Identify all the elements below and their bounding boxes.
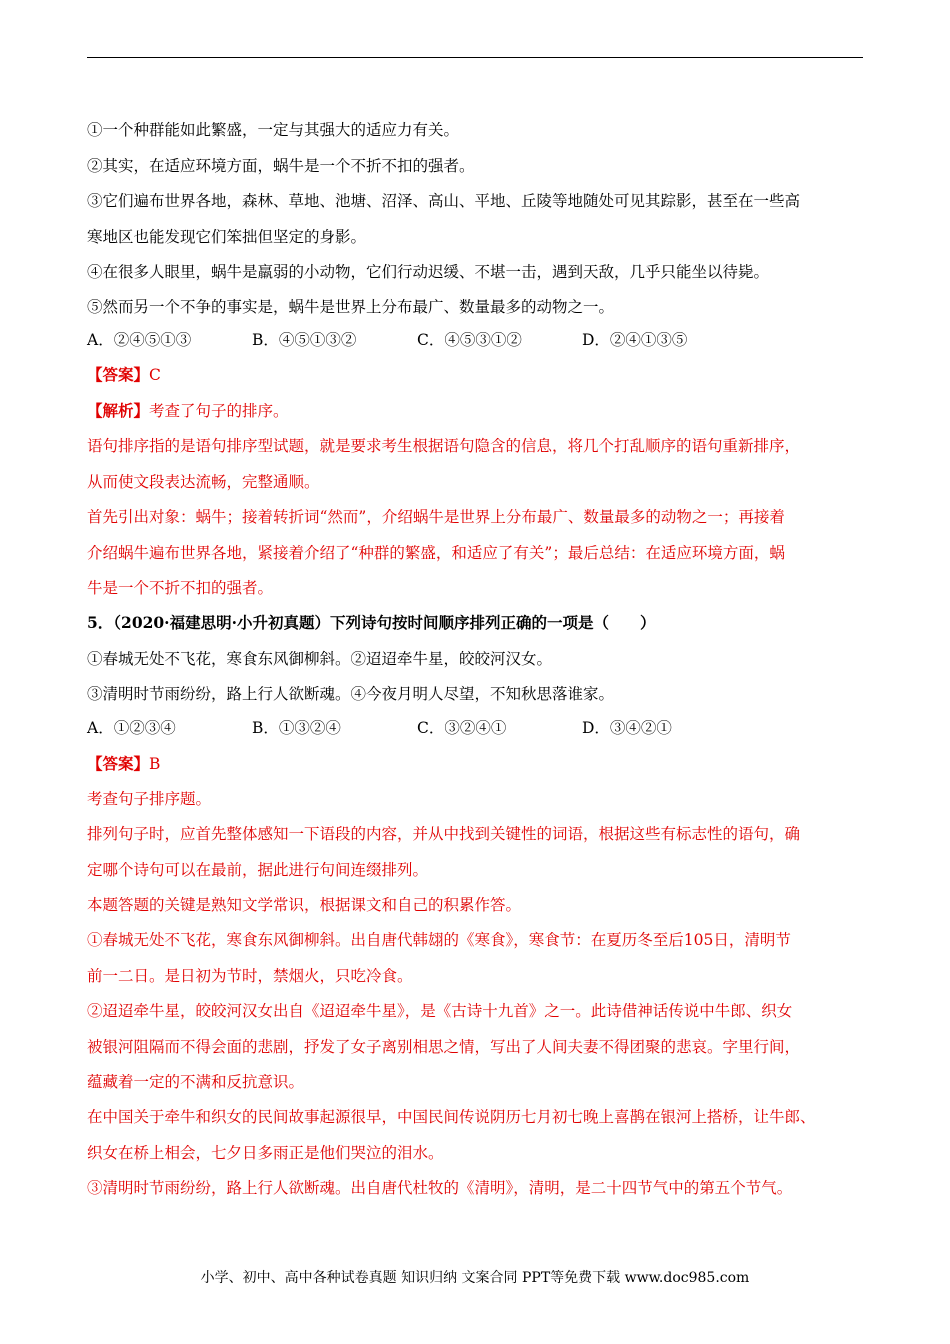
q4-option-c: C．④⑤③①②: [417, 331, 522, 349]
q4-answer-label: 【答案】: [87, 365, 150, 384]
q5-analysis-7: ③清明时节雨纷纷，路上行人欲断魂。出自唐代杜牧的《清明》，清明，是二十四节气中的第五个节气。: [87, 1179, 793, 1197]
q5-analysis-4-cont: 前一二日。是日初为节时，禁烟火，只吃冷食。: [87, 967, 413, 985]
q5-line-1: ①春城无处不飞花，寒食东风御柳斜。②迢迢牵牛星，皎皎河汉女。: [87, 650, 553, 668]
q5-option-d: D．③④②①: [582, 719, 672, 737]
q4-analysis-label: 【解析】: [87, 401, 150, 420]
q4-option-a: A．②④⑤①③: [87, 331, 192, 349]
page-footer: 小学、初中、高中各种试卷真题 知识归纳 文案合同 PPT等免费下载 www.doc985.com: [200, 1270, 750, 1286]
q4-option-b: B．④⑤①③②: [252, 331, 357, 349]
q5-question: 5．（2020·福建思明·小升初真题）下列诗句按时间顺序排列正确的一项是（ ）: [87, 613, 656, 632]
q4-explain-2-cont: 介绍蜗牛遍布世界各地，紧接着介绍了“种群的繁盛，和适应了有关”；最后总结：在适应环境方面，蜗: [87, 544, 785, 562]
q5-analysis-2-cont: 定哪个诗句可以在最前，据此进行句间连缀排列。: [87, 861, 429, 879]
q5-answer-value: B: [149, 755, 161, 773]
q4-sentence-3-cont: 寒地区也能发现它们笨拙但坚定的身影。: [87, 228, 367, 246]
q5-analysis-3: 本题答题的关键是熟知文学常识，根据课文和自己的积累作答。: [87, 896, 522, 914]
q4-explain-1-cont: 从而使文段表达流畅，完整通顺。: [87, 473, 320, 491]
q5-analysis-6: 在中国关于牵牛和织女的民间故事起源很早，中国民间传说阴历七月初七晚上喜鹊在银河上搭桥，让牛郎、: [87, 1108, 816, 1126]
q5-line-2: ③清明时节雨纷纷，路上行人欲断魂。④今夜月明人尽望，不知秋思落谁家。: [87, 685, 615, 703]
q5-option-c: C．③②④①: [417, 719, 507, 737]
q4-answer-value: C: [149, 366, 161, 384]
q5-options: [87, 716, 747, 738]
header-rule: [87, 57, 863, 58]
q5-option-b: B．①③②④: [252, 719, 341, 737]
q4-analysis-head: 考查了句子的排序。: [149, 402, 289, 420]
q4-options: [87, 328, 747, 350]
q4-explain-1: 语句排序指的是语句排序型试题，就是要求考生根据语句隐含的信息，将几个打乱顺序的语句重新排序，: [87, 437, 801, 455]
q5-option-a: A．①②③④: [87, 719, 176, 737]
q4-answer: [87, 363, 161, 385]
q5-analysis-5-cont: 被银河阻隔而不得会面的悲剧，抒发了女子离别相思之情，写出了人间夫妻不得团聚的悲哀。字里行间，: [87, 1038, 801, 1056]
q4-explain-2-end: 牛是一个不折不扣的强者。: [87, 579, 274, 597]
q4-analysis: [87, 399, 289, 421]
q4-explain-2: 首先引出对象：蜗牛；接着转折词“然而”，介绍蜗牛是世界上分布最广、数量最多的动物之一；再接着: [87, 508, 785, 526]
q5-analysis-5: ②迢迢牵牛星，皎皎河汉女出自《迢迢牵牛星》，是《古诗十九首》之一。此诗借神话传说中牛郎、织女: [87, 1002, 793, 1020]
q5-analysis-4: ①春城无处不飞花，寒食东风御柳斜。出自唐代韩翃的《寒食》，寒食节：在夏历冬至后105日，清明节: [87, 931, 791, 949]
q5-analysis-5-end: 蕴藏着一定的不满和反抗意识。: [87, 1073, 305, 1091]
q4-option-d: D．②④①③⑤: [582, 331, 688, 349]
q5-analysis-6-cont: 织女在桥上相会，七夕日多雨正是他们哭泣的泪水。: [87, 1144, 444, 1162]
q5-answer-label: 【答案】: [87, 754, 150, 773]
q4-sentence-1: ①一个种群能如此繁盛，一定与其强大的适应力有关。: [87, 121, 460, 139]
q4-sentence-2: ②其实，在适应环境方面，蜗牛是一个不折不扣的强者。: [87, 157, 475, 175]
q5-analysis-1: 考查句子排序题。: [87, 790, 212, 808]
q4-sentence-4: ④在很多人眼里，蜗牛是羸弱的小动物，它们行动迟缓、不堪一击，遇到天敌，几乎只能坐以待毙。: [87, 263, 770, 281]
q4-sentence-3: ③它们遍布世界各地，森林、草地、池塘、沼泽、高山、平地、丘陵等地随处可见其踪影，甚至在一些高: [87, 192, 801, 210]
q5-analysis-2: 排列句子时，应首先整体感知一下语段的内容，并从中找到关键性的词语，根据这些有标志性的语句，确: [87, 825, 801, 843]
q5-answer: [87, 752, 160, 774]
q4-sentence-5: ⑤然而另一个不争的事实是，蜗牛是世界上分布最广、数量最多的动物之一。: [87, 298, 615, 316]
